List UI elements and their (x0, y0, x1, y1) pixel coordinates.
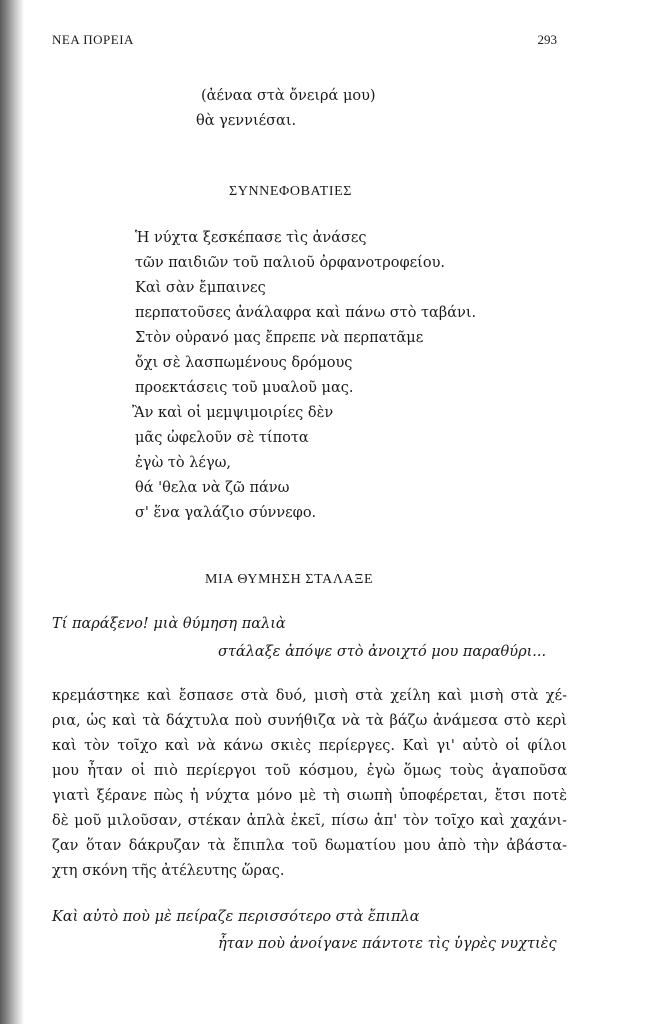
poem-line: σ' ἕνα γαλάζιο σύννεφο. (135, 505, 317, 521)
prose-line: κρεμάστηκε καὶ ἔσπασε στὰ δυό, μισὴ στὰ χείλη καὶ μισὴ στὰ χέ- (52, 688, 567, 704)
prose-line: καὶ τὸν τοῖχο καὶ νὰ κάνω σκιὲς περίεργες. Καὶ γι' αὐτὸ οἱ φίλοι (52, 738, 567, 754)
poem-line: προεκτάσεις τοῦ μυαλοῦ μας. (135, 380, 354, 396)
poem-line: (ἀέναα στὰ ὄνειρά μου) (201, 88, 376, 104)
poem-line: Καὶ σὰν ἔμπαινες (135, 280, 266, 296)
prose-line: γιατὶ ξέρανε πὼς ἡ νύχτα μόνο μὲ τὴ σιωπὴ ὑποφέρεται, ἔτσι ποτὲ (52, 788, 567, 804)
closing-line: Καὶ αὐτὸ ποὺ μὲ πείραζε περισσότερο στὰ ἔπιπλα (52, 909, 420, 925)
poem-line: Ἂν καὶ οἱ μεμψιμοιρίες δὲν (132, 405, 334, 421)
prose-line: ζαν ὅταν δάκρυζαν τὰ ἔπιπλα τοῦ δωματίου μου ἀπὸ τὴν ἀβάστα- (52, 838, 567, 854)
poem-line: περπατοῦσες ἀνάλαφρα καὶ πάνω στὸ ταβάνι. (135, 305, 477, 321)
poem-line: θά 'θελα νὰ ζῶ πάνω (135, 480, 290, 496)
poem-title: ΜΙΑ ΘΥΜΗΣΗ ΣΤΑΛΑΞΕ (205, 572, 374, 587)
running-header-journal: ΝΕΑ ΠΟΡΕΙΑ (52, 32, 134, 47)
poem-line: ὄχι σὲ λασπωμένους δρόμους (135, 355, 353, 371)
poem-line: Ἡ νύχτα ξεσκέπασε τὶς ἀνάσες (135, 230, 367, 246)
prose-line: μου ἦταν οἱ πιὸ περίεργοι τοῦ κόσμου, ἐγὼ ὅμως τοὺς ἀγαποῦσα (52, 763, 567, 779)
poem-line: τῶν παιδιῶν τοῦ παλιοῦ ὀρφανοτροφείου. (135, 255, 445, 271)
poem-line: θὰ γεννιέσαι. (196, 113, 297, 129)
epigraph-line: στάλαξε ἀπόψε στὸ ἀνοιχτό μου παραθύρι... (218, 644, 547, 660)
poem-line: μᾶς ὠφελοῦν σὲ τίποτα (135, 430, 309, 446)
prose-line: χτη σκόνη τῆς ἀτέλευτης ὥρας. (52, 863, 285, 879)
closing-line: ἦταν ποὺ ἀνοίγανε πάντοτε τὶς ὑγρὲς νυχτιὲς (218, 936, 557, 952)
poem-line: ἐγὼ τὸ λέγω, (135, 455, 232, 471)
book-spine-shadow (0, 0, 24, 1024)
page-number: 293 (537, 32, 557, 47)
epigraph-line: Τί παράξενο! μιὰ θύμηση παλιὰ (52, 616, 286, 632)
poem-title: ΣΥΝΝΕΦΟΒΑΤΙΕΣ (229, 184, 352, 199)
poem-line: Στὸν οὐρανό μας ἔπρεπε νὰ περπατᾶμε (135, 330, 424, 346)
prose-line: ρια, ὡς καὶ τὰ δάχτυλα ποὺ συνήθιζα νὰ τὰ βάζω ἀνάμεσα στὸ κερὶ (52, 713, 567, 729)
prose-line: δὲ μοῦ μιλοῦσαν, στέκαν ἀπλὰ ἐκεῖ, πίσω ἀπ' τὸν τοῖχο καὶ χαχάνι- (52, 813, 567, 829)
